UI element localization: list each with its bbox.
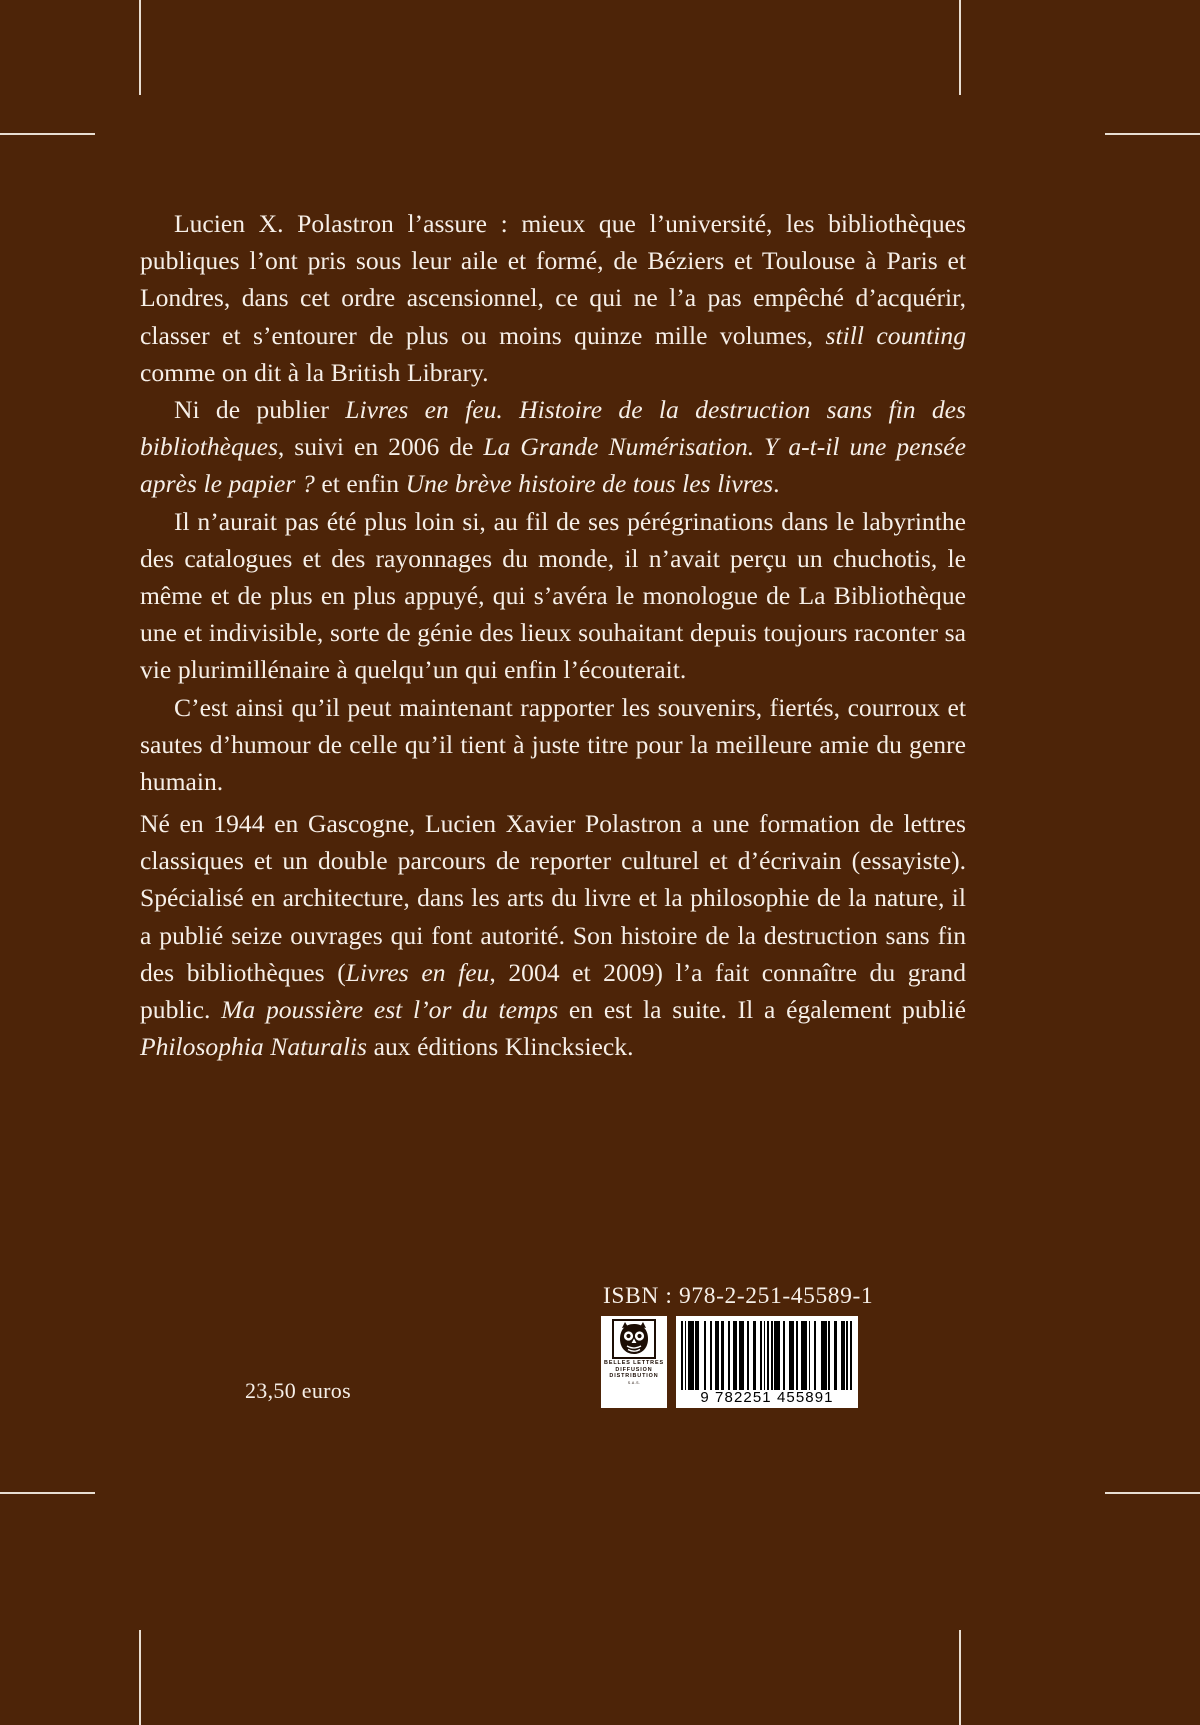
publisher-line-2: DIFFUSION <box>615 1366 653 1373</box>
crop-mark-bottom-left-vertical <box>139 1630 141 1725</box>
paragraph <box>140 391 966 503</box>
paragraph <box>140 689 966 801</box>
paragraph <box>140 503 966 689</box>
crop-mark-top-right-vertical <box>959 0 961 95</box>
italic-title: Philosophia Naturalis <box>140 1032 368 1062</box>
italic-title: Livres en feu. Histoire de la destruction sans fin des bibliothèques <box>140 395 966 462</box>
text-run: . <box>773 469 780 499</box>
publisher-line-3: DISTRIBUTION <box>609 1373 659 1380</box>
publisher-logo-lines <box>604 1360 664 1380</box>
barcode-bar <box>850 1321 852 1390</box>
italic-title: Livres en feu <box>345 957 490 987</box>
owl-icon <box>612 1319 656 1359</box>
publisher-legal-form: S.A.S. <box>627 1380 641 1385</box>
text-run: aux éditions Klincksieck. <box>367 1032 634 1062</box>
barcode-digits: 9 782251 455891 <box>700 1389 834 1406</box>
italic-title: La Grande Numérisation. Y a-t-il une pensée après le papier ? <box>140 432 966 499</box>
italic-title: still counting <box>825 320 966 350</box>
text-run: et enfin <box>314 469 406 499</box>
author-biography-block <box>140 805 966 1065</box>
text-run: , suivi en 2006 de <box>277 432 484 462</box>
paragraph <box>140 205 966 391</box>
blurb-text-block <box>140 205 966 800</box>
barcode-bars <box>681 1321 853 1390</box>
text-run: Ni de publier <box>174 395 346 425</box>
isbn-label: ISBN : 978-2-251-45589-1 <box>603 1283 874 1309</box>
crop-mark-top-left-horizontal <box>0 133 95 135</box>
text-run: C’est ainsi qu’il peut maintenant rapporter les souvenirs, fiertés, courroux et sautes d’humour de celle qu’il tient à juste titre pour la meilleure amie du genre humain. <box>140 692 966 797</box>
publisher-logo <box>601 1316 667 1408</box>
paragraph <box>140 805 966 1065</box>
text-run: comme on dit à la British Library. <box>140 357 489 387</box>
text-run: Lucien X. Polastron l’assure : mieux que l’université, les bibliothèques publiques l’ont pris sous leur aile et formé, de Béziers et Toulouse à Paris et Londres, dans cet ordre ascensionnel, ce qui ne l’a pas empêché d’acquérir, classer et s’entourer de plus ou moins quinze mille volumes, <box>140 209 966 350</box>
crop-mark-top-right-horizontal <box>1105 133 1200 135</box>
barcode <box>676 1316 858 1408</box>
crop-mark-bottom-left-horizontal <box>0 1492 95 1494</box>
crop-mark-bottom-right-vertical <box>959 1630 961 1725</box>
publisher-line-1: BELLES LETTRES <box>604 1360 664 1366</box>
text-run: Il n’aurait pas été plus loin si, au fil de ses pérégrinations dans le labyrinthe des catalogues et des rayonnages du monde, il n’avait perçu un chuchotis, le même et de plus en plus appuyé, qui s’avéra le monologue de La Bibliothèque une et indivisible, sorte de génie des lieux souhaitant depuis toujours raconter sa vie plurimillénaire à quelqu’un qui enfin l’écouterait. <box>140 506 966 685</box>
italic-title: Une brève histoire de tous les livres <box>405 469 774 499</box>
crop-mark-bottom-right-horizontal <box>1105 1492 1200 1494</box>
italic-title: Ma poussière est l’or du temps <box>221 995 559 1025</box>
text-run: , 2004 et 2009) l’a fait connaître du grand public. <box>140 957 966 1025</box>
text-run: Né en 1944 en Gascogne, Lucien Xavier Polastron a une formation de lettres classiques et un double parcours de reporter culturel et d’écrivain (essayiste). Spécialisé en architecture, dans les arts du livre et la philosophie de la nature, il a publié seize ouvrages qui font autorité. Son histoire de la destruction sans fin des bibliothèques ( <box>140 809 966 987</box>
text-run: en est la suite. Il a également publié <box>558 995 966 1025</box>
crop-mark-top-left-vertical <box>139 0 141 95</box>
price-label: 23,50 euros <box>245 1378 351 1403</box>
